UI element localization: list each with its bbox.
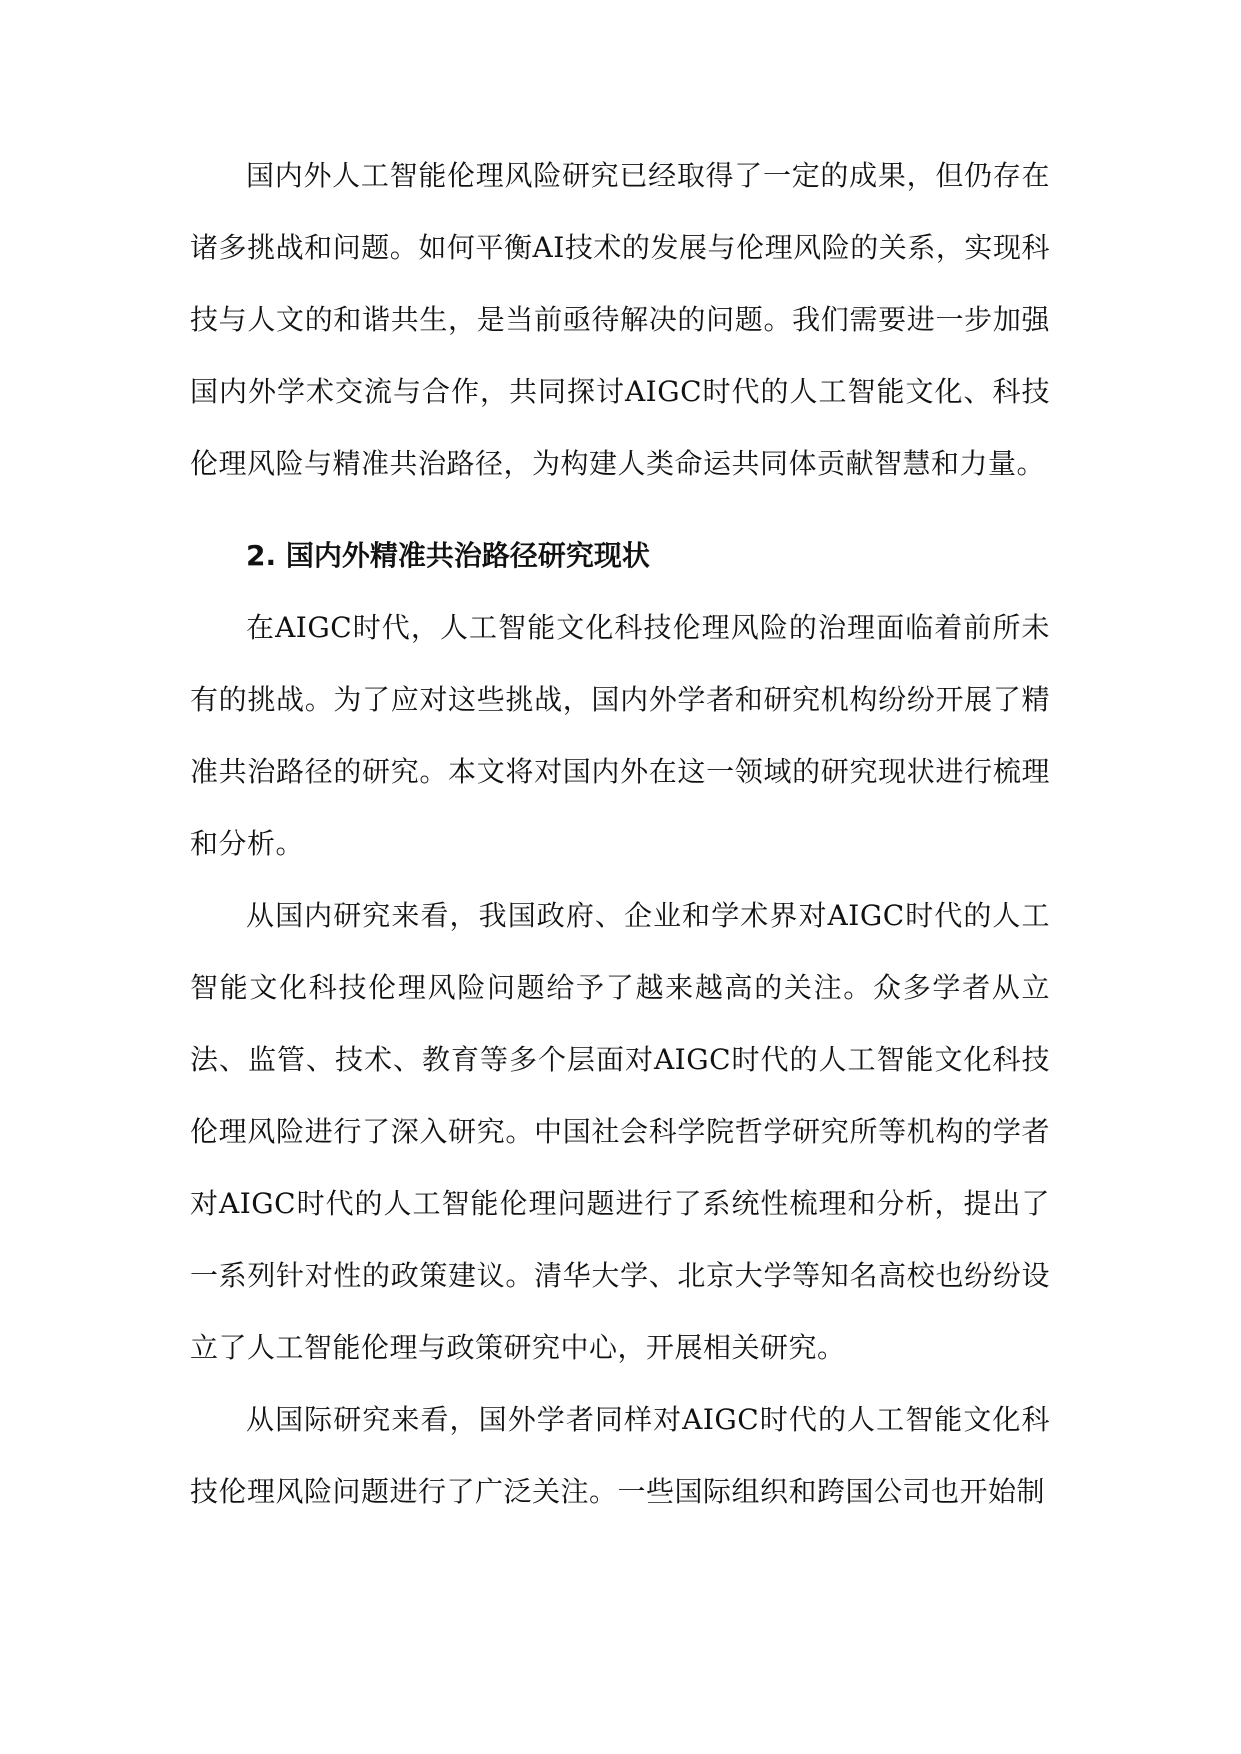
body-paragraph-overview: 在AIGC时代，人工智能文化科技伦理风险的治理面临着前所未有的挑战。为了应对这些挑战，国内外学者和研究机构纷纷开展了精准共治路径的研究。本文将对国内外在这一领域的研究现状进行梳理和分析。	[190, 611, 1050, 860]
body-paragraph-domestic: 从国内研究来看，我国政府、企业和学术界对AIGC时代的人工智能文化科技伦理风险问题给予了越来越高的关注。众多学者从立法、监管、技术、教育等多个层面对AIGC时代的人工智能文化科技伦理风险进行了深入研究。中国社会科学院哲学研究所等机构的学者对AIGC时代的人工智能伦理问题进行了系统性梳理和分析，提出了一系列针对性的政策建议。清华大学、北京大学等知名高校也纷纷设立了人工智能伦理与政策研究中心，开展相关研究。	[190, 899, 1050, 1364]
body-paragraph-intro: 国内外人工智能伦理风险研究已经取得了一定的成果，但仍存在诸多挑战和问题。如何平衡AI技术的发展与伦理风险的关系，实现科技与人文的和谐共生，是当前亟待解决的问题。我们需要进一步加强国内外学术交流与合作，共同探讨AIGC时代的人工智能文化、科技伦理风险与精准共治路径，为构建人类命运共同体贡献智慧和力量。	[190, 159, 1050, 480]
document-body	[190, 140, 1050, 1528]
body-paragraph-international: 从国际研究来看，国外学者同样对AIGC时代的人工智能文化科技伦理风险问题进行了广泛关注。一些国际组织和跨国公司也开始制	[190, 1403, 1050, 1508]
section-heading: 2. 国内外精准共治路径研究现状	[246, 539, 650, 572]
